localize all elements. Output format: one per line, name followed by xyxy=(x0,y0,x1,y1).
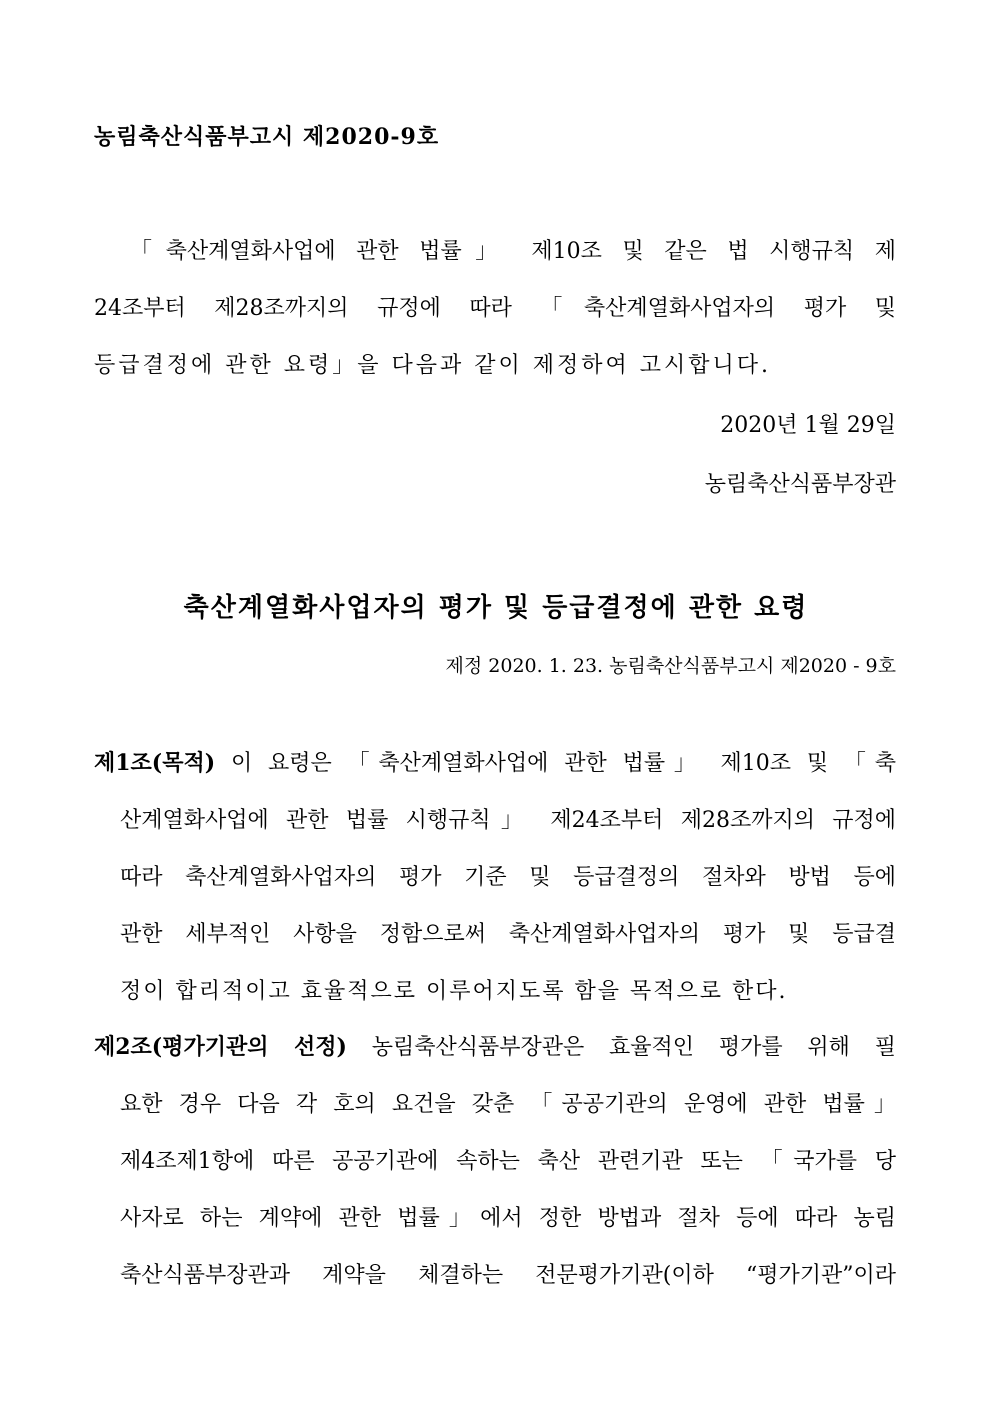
intro-line-2: 24조부터 제28조까지의 규정에 따라 「축산계열화사업자의 평가 및 xyxy=(94,296,896,321)
article-1-line: 따라 축산계열화사업자의 평가 기준 및 등급결정의 절차와 방법 등에 xyxy=(120,865,896,890)
article-2-line: 요한 경우 다음 각 호의 요건을 갖춘 「공공기관의 운영에 관한 법률」 xyxy=(120,1092,896,1117)
article-1-line: 정이 합리적이고 효율적으로 이루어지도록 함을 목적으로 한다. xyxy=(120,979,788,1004)
article-1-text: 이 요령은 「축산계열화사업에 관한 법률」 제10조 및 「축 xyxy=(215,751,896,776)
article-1-line: 관한 세부적인 사항을 정함으로써 축산계열화사업자의 평가 및 등급결 xyxy=(120,922,896,947)
document-title: 축산계열화사업자의 평가 및 등급결정에 관한 요령 xyxy=(183,593,809,623)
article-2-line: 축산식품부장관과 계약을 체결하는 전문평가기관(이하 “평가기관”이라 xyxy=(120,1263,896,1288)
article-2-line: 사자로 하는 계약에 관한 법률」에서 정한 방법과 절차 등에 따라 농림 xyxy=(120,1206,896,1231)
article-2-text: 농림축산식품부장관은 효율적인 평가를 위해 필 xyxy=(346,1035,896,1060)
article-2-line: 제4조제1항에 따른 공공기관에 속하는 축산 관련기관 또는 「국가를 당 xyxy=(120,1149,896,1174)
article-1-heading: 제1조(목적) xyxy=(94,750,216,776)
article-2-first-line xyxy=(94,1030,896,1061)
enactment-note: 제정 2020. 1. 23. 농림축산식품부고시 제2020 - 9호 xyxy=(445,655,896,677)
intro-line-3: 등급결정에 관한 요령」을 다음과 같이 제정하여 고시합니다. xyxy=(94,353,772,378)
article-2-heading: 제2조(평가기관의 선정) xyxy=(94,1034,347,1060)
notice-date: 2020년 1월 29일 xyxy=(720,413,896,438)
intro-line-1: 「축산계열화사업에 관한 법률」 제10조 및 같은 법 시행규칙 제 xyxy=(130,239,896,264)
article-1-first-line xyxy=(94,746,896,777)
signer: 농림축산식품부장관 xyxy=(704,472,896,497)
article-1-line: 산계열화사업에 관한 법률 시행규칙」 제24조부터 제28조까지의 규정에 xyxy=(120,808,896,833)
notice-number: 농림축산식품부고시 제2020-9호 xyxy=(94,124,440,150)
